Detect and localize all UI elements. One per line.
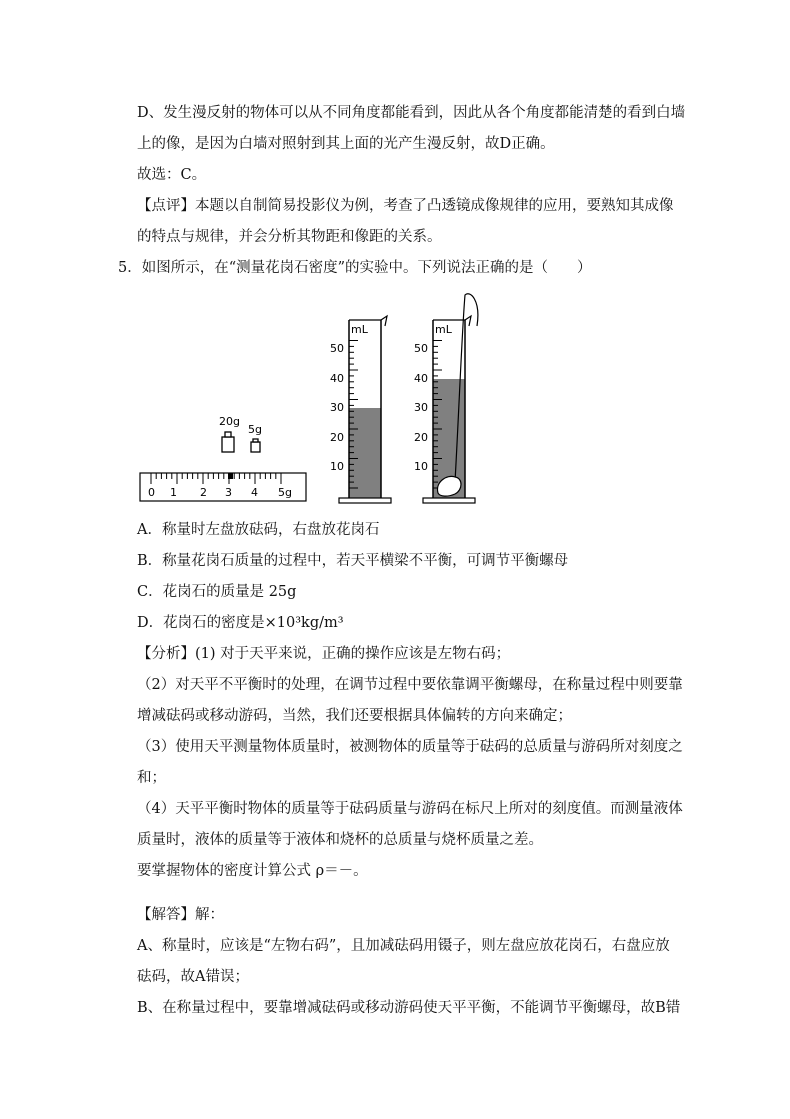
cylinder-1-unit: mL [351,323,368,336]
answer-2: A、称量时，应该是“左物右码”，且加减砝码用镊子，则左盘应放花岗石，右盘应放 [137,938,670,954]
cyl2-tick-10: 10 [414,460,428,473]
ruler-label-5g: 5g [278,486,292,499]
line-1: D、发生漫反射的物体可以从不同角度都能看到，因此从各个角度都能清楚的看到白墙 [137,105,686,121]
cyl2-tick-30: 30 [414,401,428,414]
cyl1-tick-50: 50 [330,342,344,355]
cyl1-tick-20: 20 [330,431,344,444]
cyl1-tick-10: 10 [330,460,344,473]
line-4: 【点评】本题以自制简易投影仪为例，考查了凸透镜成像规律的应用，要熟知其成像 [137,198,674,214]
option-c: C．花岗石的质量是 25g [137,584,297,600]
answer-3: 砝码，故A错误； [137,969,249,985]
ruler-label-0: 0 [148,486,155,499]
weight-20g [219,415,240,452]
analysis-4: （3）使用天平测量物体质量时，被测物体的质量等于砝码的总质量与游码所对刻度之 [137,739,683,755]
cyl1-tick-30: 30 [330,401,344,414]
question-5: 5．如图所示，在“测量花岗石密度”的实验中。下列说法正确的是（ ） [118,260,592,276]
analysis-7: 质量时，液体的质量等于液体和烧杯的总质量与烧杯质量之差。 [137,832,543,848]
cyl1-tick-40: 40 [330,372,344,385]
ruler-label-3: 3 [225,486,232,499]
cylinder-2-unit: mL [435,323,452,336]
experiment-figure [137,290,557,510]
line-5: 的特点与规律，并会分析其物距和像距的关系。 [137,229,442,245]
ruler-label-4: 4 [251,486,258,499]
weight-5g-label: 5g [248,423,262,436]
rider-marker [228,473,233,479]
weight-5g [248,423,262,452]
analysis-8: 要掌握物体的密度计算公式 ρ＝－。 [137,863,368,879]
figure-svg [137,290,557,510]
option-b: B．称量花岗石质量的过程中，若天平横梁不平衡，可调节平衡螺母 [137,553,569,569]
cylinder-2 [414,294,478,503]
answer-4: B、在称量过程中，要靠增减砝码或移动游码使天平平衡，不能调节平衡螺母，故B错 [137,1000,681,1016]
line-2: 上的像，是因为白墙对照射到其上面的光产生漫反射，故D正确。 [137,136,555,152]
analysis-6: （4）天平平衡时物体的质量等于砝码质量与游码在标尺上所对的刻度值。而测量液体 [137,801,683,817]
option-a: A．称量时左盘放砝码，右盘放花岗石 [137,522,380,538]
balance-ruler [140,473,306,501]
ruler-label-1: 1 [170,486,177,499]
analysis-2: （2）对天平不平衡时的处理，在调节过程中要依靠调平衡螺母，在称量过程中则要靠 [137,677,683,693]
option-d: D．花岗石的密度是×10³kg/m³ [137,615,344,631]
analysis-1: 【分析】(1) 对于天平来说，正确的操作应该是左物右码； [137,646,511,662]
cyl2-tick-20: 20 [414,431,428,444]
analysis-3: 增减砝码或移动游码，当然，我们还要根据具体偏转的方向来确定； [137,708,572,724]
analysis-5: 和； [137,770,166,786]
cyl2-tick-40: 40 [414,372,428,385]
line-3: 故选：C。 [137,167,207,183]
cyl2-tick-50: 50 [414,342,428,355]
answer-1: 【解答】解： [137,907,224,923]
cylinder-1 [330,316,391,503]
ruler-label-2: 2 [200,486,207,499]
weight-20g-label: 20g [219,415,240,428]
